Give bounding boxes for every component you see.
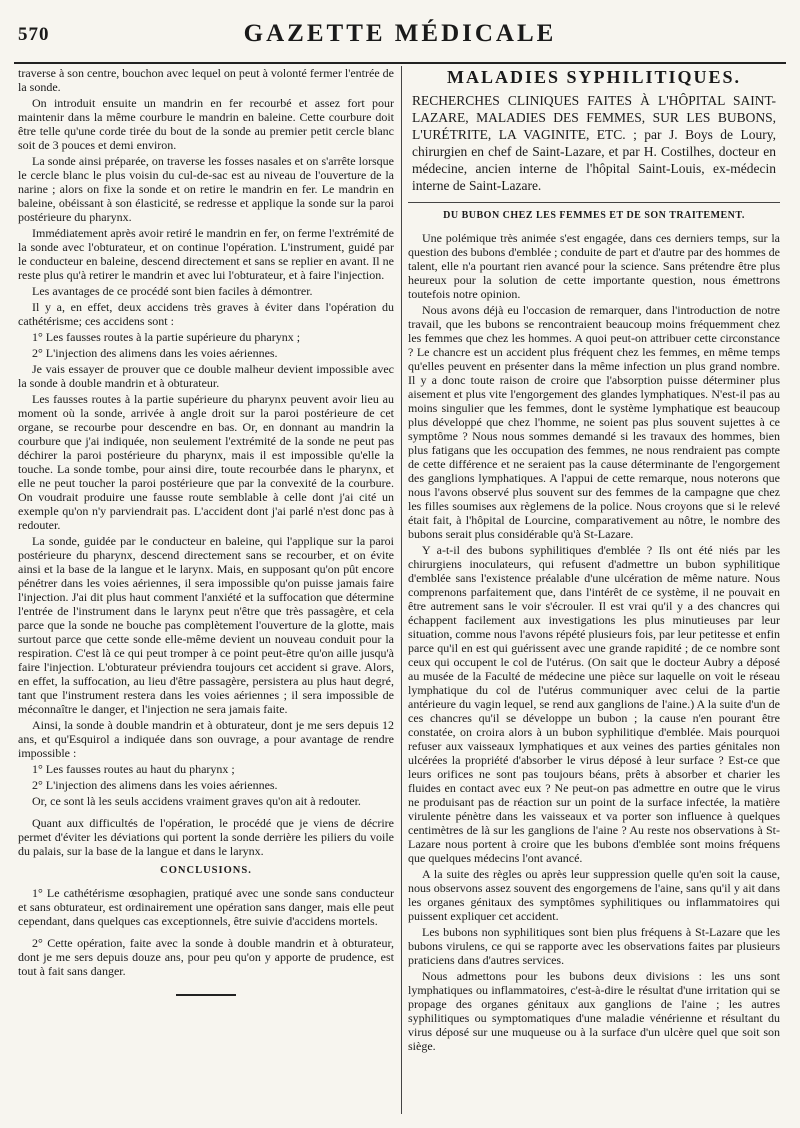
paragraph: Immédiatement après avoir retiré le mandrin en fer, on ferme l'extrémité de la sonde avec l'obturateur, et on continue l'opération. L'instrument, guidé par le conducteur en baleine, descend directement et sans se replier en avant. Il ne reste plus qu'à retirer le mandrin et avec lui l'obturateur, et à faire l'injection.	[18, 226, 394, 282]
paragraph: Les fausses routes à la partie supérieure du pharynx peuvent avoir lieu au moment où la sonde, arrivée à angle droit sur la paroi postérieure de cet organe, se recourbe pour descendre en bas. Or, en donnant au mandrin la courbure que j'ai indiquée, non seulement l'extrémité de la sonde ne peut pas déchirer la paroi postérieure du pharynx, mais il est impossible qu'elle la touche. La sonde tombe, pour ainsi dire, toute recourbée dans le pharynx, et elle ne peut toucher la paroi postérieure que par la convexité de la courbure. On voudrait produire une fausse route semblable à celle dont j'ai cité un exemple qu'on n'y parviendrait pas. L'accident dont j'ai parlé n'est donc pas à redouter.	[18, 392, 394, 532]
paragraph: La sonde ainsi préparée, on traverse les fosses nasales et on s'arrête lorsque le cercle blanc le plus voisin du cul-de-sac est au niveau de l'ouverture de la narine ; alors on fixe la sonde et on retire le mandrin en fer. Le mandrin en baleine, obéissant à son élasticité, se redresse et applique la sonde sur la paroi postérieure du pharynx.	[18, 154, 394, 224]
page-number: 570	[18, 24, 50, 45]
paragraph: Les avantages de ce procédé sont bien faciles à démontrer.	[32, 284, 313, 298]
conclusion-item: 1° Le cathétérisme œsophagien, pratiqué avec une sonde sans conducteur et sans obturateur, est ordinairement une opération sans danger, mais elle peut cependant, dans quelques cas exceptionnels, être suivie d'accidens mortels.	[18, 886, 394, 928]
paragraph: Nous avons déjà eu l'occasion de remarquer, dans l'introduction de notre travail, que les bubons se rencontraient beaucoup moins fréquemment chez les femmes que chez les hommes. A quoi peut-on attribuer cette circonstance ? Le chancre est un accident plus fréquent chez les femmes, en même temps qu'elles peuvent en présenter dans la même infection un plus grand nombre. Il y a donc toute raison de croire que l'absorption puisse déterminer plus aisement et plus vite l'engorgement des glandes lymphatiques. N'est-il pas au moins singulier que les femmes, dont le système lymphatique est beaucoup plus développé que chez l'homme, ne soient pas plus souvent sujettes à ce symptôme ? Nous nous sommes demandé si les travaux des hommes, bien plus fatigans que les occupation des femmes, ne nous rendraient pas compte de cette différence et ne seraient pas la cause déterminante de l'engorgement des ganglions lymphatiques. A l'appui de cette remarque, nous noterons que nous l'avons observé plus souvent sur des femmes de la campagne que chez les filles soumises aux règlemens de la police. Nous croyons que si le relevé était fait, à l'hôpital de Lourcine, comparativement au nôtre, le nombre des bubons serait plus considérable qu'à St-Lazare.	[408, 303, 780, 541]
right-column	[408, 66, 780, 1114]
paragraph: Les bubons non syphilitiques sont bien plus fréquens à St-Lazare que les bubons virulens, ce qui se rapporte avec les observations faites par plusieurs praticiens dans d'autres services.	[408, 925, 780, 967]
conclusions-title: CONCLUSIONS.	[160, 865, 252, 876]
page-header	[10, 18, 790, 58]
paragraph: Je vais essayer de prouver que ce double malheur devient impossible avec la sonde à double mandrin et à obturateur.	[18, 362, 394, 390]
paragraph: Y a-t-il des bubons syphilitiques d'emblée ? Ils ont été niés par les chirurgiens inoculateurs, qui refusent d'admettre un bubon syphilitique d'emblée sans l'existence préalable d'une ulcération de même nature. Nous comprenons parfaitement que, dans l'intérêt de ce système, il ne pouvait en être autrement sans le voir s'écrouler. Il est vrai qu'il y a des chancres qui échappent facilement aux investigations les plus minutieuses par leur situation, comme nous l'avons répété plusieurs fois, par leur petitesse et enfin parce qu'il en est qui guérissent avec une grande rapidité ; de ce nombre sont ceux qui occupent le col de l'utérus. (On sait que le docteur Aubry a déposé au musée de la Faculté de médecine une pièce sur laquelle on voit le réseau lymphatique du col de l'utérus communiquer avec celui de la partie antérieure du vagin lequel, se rend aux ganglions de l'aine.) A la suite d'un de ces chancres qu'il se développe un bubon ; la cause n'en pourant être constatée, on croira alors à un bubon syphilitique d'emblée. Mais pourquoi refuser aux vaisseaux lymphatiques et aux veines des parties génitales non ulcérées la propriété d'absorber le virus déposé à leur surface ? Est-ce que leurs orifices ne sont pas toujours béans, prêts à absorber et charier les fluides en contact avec eux ? Ne peut-on pas admettre en outre que le virus ne produisant pas de réaction sur un point de la surface infectée, la matière virulente pénètre dans les vaisseaux et va porter son influence à quelques centimètres de là sur les ganglions de l'aine ? Au reste nos observations à St-Lazare nous portent à croire que les bubons d'emblée sont moins fréquens que quelques médecins l'ont avancé.	[408, 543, 780, 865]
paragraph: Nous admettons pour les bubons deux divisions : les uns sont lymphatiques ou inflammatoires, c'est-à-dire le résultat d'une irritation qui se propage des organes génitaux aux ganglions de l'aine ; les autres syphilitiques ou symptomatiques d'une maladie vénérienne et résultant du virus déposé sur une muqueuse ou à la surface d'un ulcère quel que soit son siège.	[408, 969, 780, 1053]
running-title: GAZETTE MÉDICALE	[243, 20, 557, 47]
article-end-rule	[176, 994, 236, 996]
paragraph: La sonde, guidée par le conducteur en baleine, qui l'applique sur la paroi postérieure du pharynx, descend directement sans se recourber, et on évite ainsi et la base de la langue et le larynx. Mais, en supposant qu'on pût encore pénétrer dans les voies aériennes, il sera impossible qu'on puisse jamais faire l'injection. J'ai dit plus haut comment l'anxiété et la suffocation que détermine l'entrée de l'instrument dans le larynx peut n'être que très passagère, et cela parce que la sonde ne bouche pas complètement l'ouverture de la glotte, mais surtout parce que cette sonde elle-même devient un nouveau conduit pour la respiration. C'est là ce qui peut tromper à ce point peut-être qu'on aille jusqu'à faire l'injection. L'obturateur préviendra toujours cet accident si grave. Alors, en effet, la suffocation, au lieu d'être passagère, persistera au plus haut degré, tant que l'instrument restera dans les voies aériennes ; il sera impossible de méconnaître le danger, et l'injection ne sera jamais faite.	[18, 534, 394, 716]
conclusion-item: 2° Cette opération, faite avec la sonde à double mandrin et à obturateur, dont je me sers depuis douze ans, pour peu qu'on y apporte de prudence, est tout à fait sans danger.	[18, 936, 394, 978]
article-masthead: MALADIES SYPHILITIQUES.	[446, 67, 742, 87]
paragraph: A la suite des règles ou après leur suppression quelle qu'en soit la cause, nous observons assez souvent des engorgemens de l'aine, sans qu'il y ait dans les organes génitaux des symptômes syphilitiques ou inflammatoires qui puissent expliquer cet accident.	[408, 867, 780, 923]
list-item: 2° L'injection des alimens dans les voies aériennes.	[32, 346, 278, 360]
list-item: 1° Les fausses routes à la partie supérieure du pharynx ;	[32, 330, 301, 344]
paragraph: Ainsi, la sonde à double mandrin et à obturateur, dont je me sers depuis 12 ans, et qu'Esquirol a indiquée dans son ouvrage, a pour avantage de rendre impossible :	[18, 718, 394, 760]
article-subheading: DU BUBON CHEZ LES FEMMES ET DE SON TRAITEMENT.	[408, 202, 780, 223]
paragraph: On introduit ensuite un mandrin en fer recourbé et assez fort pour maintenir dans la même courbure le mandrin en baleine. Cette courbure doit être telle qu'une corde tirée du bout de la sonde au premier petit cercle blanc soit de 3 pouces et demi environ.	[18, 96, 394, 152]
paragraph: Quant aux difficultés de l'opération, le procédé que je viens de décrire permet d'éviter les déviations qui portent la sonde derrière les piliers du voile du palais, sur la base de la langue et dans le larynx.	[18, 816, 394, 858]
list-item: 2° L'injection des alimens dans les voies aériennes.	[32, 778, 278, 792]
paragraph: Il y a, en effet, deux accidens très graves à éviter dans l'opération du cathétérisme; ces accidens sont :	[18, 300, 394, 328]
paragraph: Or, ce sont là les seuls accidens vraiment graves qu'on ait à redouter.	[32, 794, 361, 808]
left-column	[18, 66, 394, 1114]
paragraph: Une polémique très animée s'est engagée, dans ces derniers temps, sur la question des bubons d'emblée ; conduite de part et d'autre par des hommes de talent, elle n'a pourtant rien avancé pour la science. Sans prétendre être plus heureux pour la solution de cette importante question, nous émettrons toutefois notre opinion.	[408, 231, 780, 301]
column-divider	[401, 66, 402, 1114]
header-rule	[14, 62, 786, 64]
list-item: 1° Les fausses routes au haut du pharynx ;	[32, 762, 235, 776]
article-heading: RECHERCHES CLINIQUES FAITES À L'HÔPITAL SAINT-LAZARE, MALADIES DES FEMMES, SUR LES BUBONS, L'URÉTRITE, LA VAGINITE, ETC. ; par J. Boys de Loury, chirurgien en chef de Saint-Lazare, et par H. Costilhes, docteur en médecine, ancien interne de l'hôpital Saint-Louis, ex-médecin interne de Saint-Lazare.	[412, 93, 776, 193]
paragraph: traverse à son centre, bouchon avec lequel on peut à volonté fermer l'entrée de la sonde.	[18, 66, 394, 94]
